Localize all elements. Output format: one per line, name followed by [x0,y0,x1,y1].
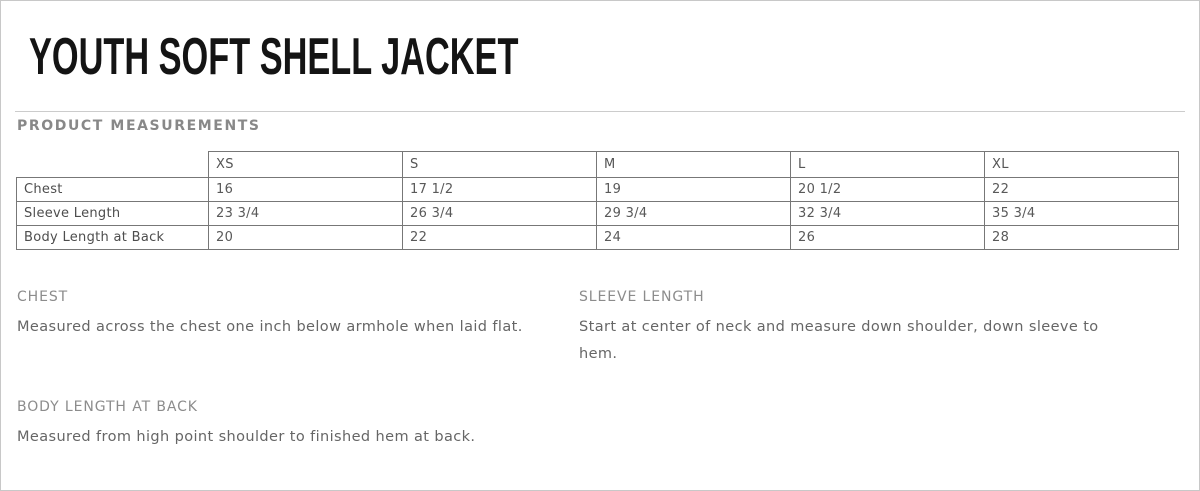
cell-body-l: 26 [791,226,985,250]
definition-body-length [17,399,577,451]
cell-body-s: 22 [403,226,597,250]
cell-sleeve-xl: 35 3/4 [985,202,1179,226]
cell-sleeve-l: 32 3/4 [791,202,985,226]
definition-sleeve-text: Start at center of neck and measure down shoulder, down sleeve to hem. [579,319,1099,362]
cell-chest-l: 20 1/2 [791,178,985,202]
cell-sleeve-xs: 23 3/4 [209,202,403,226]
definition-body-text: Measured from high point shoulder to finished hem at back. [17,429,476,445]
definition-sleeve-length [579,289,1119,368]
definition-chest-text: Measured across the chest one inch below armhole when laid flat. [17,319,523,335]
table-row-chest [17,178,1179,202]
measurements-table [16,151,1179,250]
column-header-m: M [597,152,791,178]
cell-body-xs: 20 [209,226,403,250]
column-header-s: S [403,152,597,178]
definition-sleeve-heading: SLEEVE LENGTH [579,289,705,305]
column-header-xs: XS [209,152,403,178]
definition-body-heading: BODY LENGTH AT BACK [17,399,198,415]
column-header-xl: XL [985,152,1179,178]
table-row-body-length [17,226,1179,250]
cell-body-xl: 28 [985,226,1179,250]
cell-body-m: 24 [597,226,791,250]
cell-chest-m: 19 [597,178,791,202]
column-header-l: L [791,152,985,178]
definition-chest-heading: CHEST [17,289,69,305]
cell-sleeve-s: 26 3/4 [403,202,597,226]
row-label-body-length: Body Length at Back [17,226,209,250]
cell-sleeve-m: 29 3/4 [597,202,791,226]
row-label-chest: Chest [17,178,209,202]
blank-corner-cell [17,152,209,178]
cell-chest-s: 17 1/2 [403,178,597,202]
row-label-sleeve-length: Sleeve Length [17,202,209,226]
divider [15,111,1185,112]
cell-chest-xs: 16 [209,178,403,202]
table-row-sleeve-length [17,202,1179,226]
cell-chest-xl: 22 [985,178,1179,202]
table-header-row [17,152,1179,178]
section-heading: PRODUCT MEASUREMENTS [17,118,261,134]
definition-chest [17,289,562,341]
page-title: YOUTH SOFT SHELL JACKET [29,28,519,86]
